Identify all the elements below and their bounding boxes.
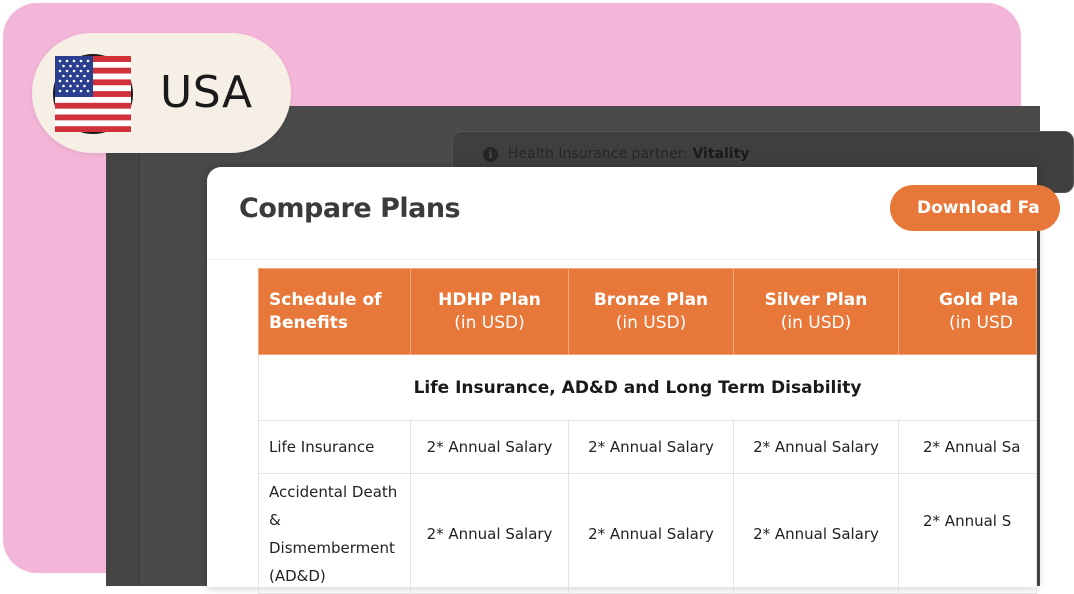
- plans-table: [258, 268, 1037, 594]
- section-label: Life Insurance, AD&D and Long Term Disability: [413, 377, 862, 398]
- cell-value: 2* Annual Salary: [734, 474, 899, 594]
- cell-value: 2* Annual Salary: [411, 421, 569, 474]
- row-label: Accidental Death & Dismemberment (AD&D): [259, 474, 411, 594]
- modal-header: [207, 167, 1040, 260]
- frame: [3, 3, 1040, 585]
- cell-value: 2* Annual Salary: [569, 474, 734, 594]
- cell-value: 2* Annual Salary: [734, 421, 899, 474]
- flag-svg: [55, 56, 131, 132]
- compare-plans-modal: [207, 167, 1040, 587]
- plan-unit: (in USD: [949, 312, 1013, 333]
- plan-unit: (in USD): [780, 312, 852, 333]
- header-schedule: [259, 269, 411, 355]
- row-label: Life Insurance: [259, 421, 411, 474]
- plan-name: Silver Plan: [764, 289, 868, 310]
- cell-value: 2* Annual Salary: [411, 474, 569, 594]
- header-silver: [734, 269, 899, 355]
- download-button[interactable]: Download Fa: [890, 185, 1060, 231]
- plan-unit: (in USD): [454, 312, 525, 333]
- partner-label: Health Insurance partner:: [508, 146, 688, 162]
- header-bronze: [569, 269, 734, 355]
- table-row: [259, 421, 1037, 474]
- cell-value: 2* Annual Sa: [899, 421, 1037, 474]
- header-label: Schedule of Benefits: [269, 289, 382, 333]
- plan-name: Gold Pla: [939, 289, 1019, 310]
- header-gold: [899, 269, 1037, 355]
- section-title: [259, 355, 1037, 421]
- cell-value: 2* Annual Salary: [569, 421, 734, 474]
- header-hdhp: [411, 269, 569, 355]
- info-icon: i: [483, 147, 498, 162]
- us-flag-icon: [53, 54, 133, 134]
- country-name: USA: [160, 67, 253, 118]
- cell-value: 2* Annual S: [899, 474, 1037, 594]
- plan-name: HDHP Plan: [438, 289, 541, 310]
- partner-name: Vitality: [692, 146, 750, 162]
- plan-unit: (in USD): [615, 312, 687, 333]
- plan-name: Bronze Plan: [593, 289, 709, 310]
- modal-title: Compare Plans: [239, 193, 461, 224]
- table-row: [259, 474, 1037, 594]
- partner-info: [483, 146, 749, 162]
